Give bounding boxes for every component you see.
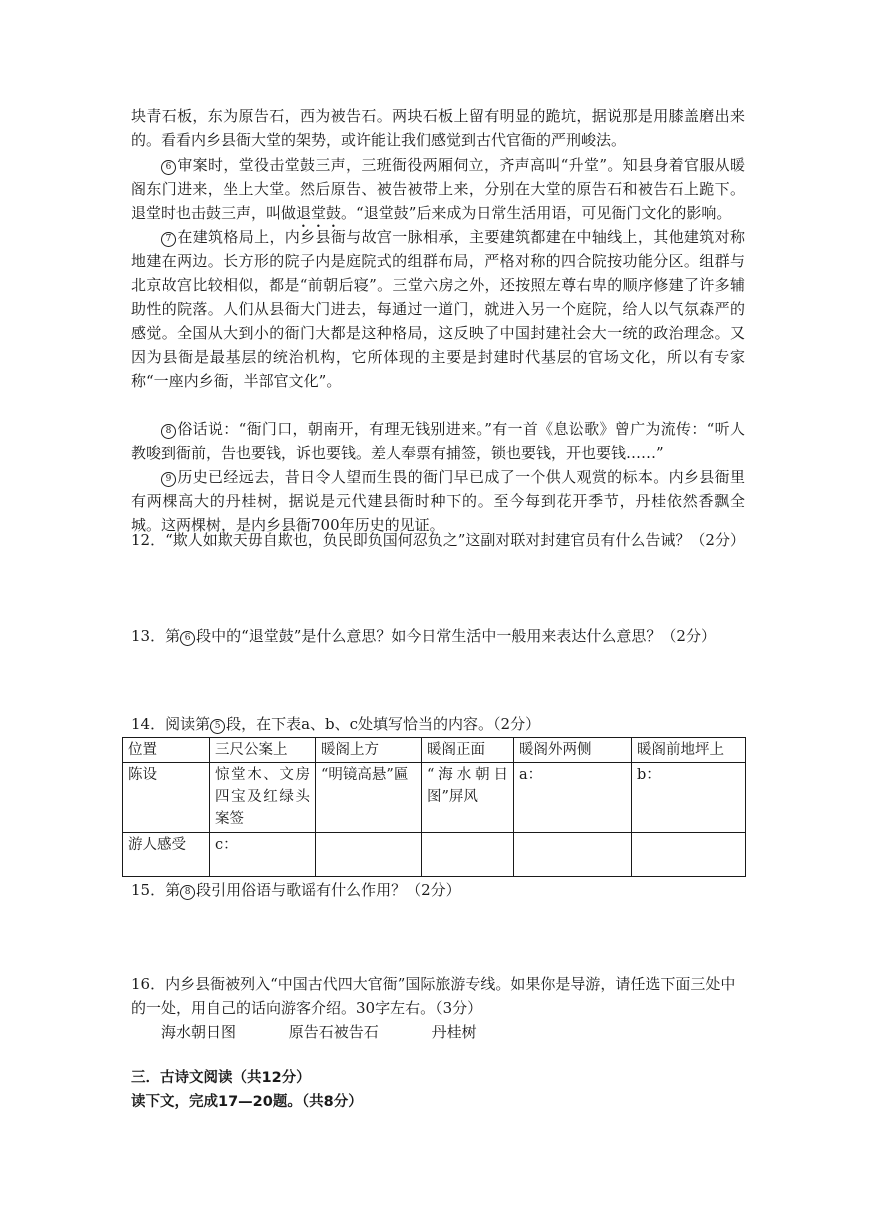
table-cell [514,833,632,877]
table-cell [422,833,514,877]
question-13: 13．第 6 段中的“退堂鼓”是什么意思？如今日常生活中一般用来表达什么意思？（2分） [131,627,716,645]
passage-paragraph-6: 6 审案时，堂役击堂鼓三声，三班衙役两厢伺立，齐声高叫“升堂”。知县身着官服从暖阁东门进来，坐上大堂。然后原告、被告被带上来，分别在大堂的原告石和被告石上跪下。退堂时也击鼓三声，叫做退堂鼓。“退堂鼓”后来成为日常生活用语，可见衙门文化的影响。 [131,156,745,222]
paragraph-number-badge: 9 [161,472,176,487]
option-item: 丹桂树 [431,1023,477,1041]
question-12: 12．“欺人如欺天毋自欺也，负民即负国何忍负之”这副对联对封建官员有什么告诫？（2分） [131,531,745,549]
table-header-cell: 三尺公案上 [210,738,316,763]
dotted-term: 退堂鼓 [296,204,342,222]
answer-cell-a[interactable]: a： [514,763,632,833]
question-15: 15．第 8 段引用俗语与歌谣有什么作用？（2分） [131,881,461,899]
paragraph-number-badge: 6 [180,631,195,646]
paragraph-number-badge: 7 [161,232,176,247]
paragraph-number-badge: 8 [180,885,195,900]
answer-table [122,737,746,877]
section-3-subtitle: 读下文，完成17—20题。（共8分） [131,1094,363,1110]
table-cell: 陈设 [123,763,210,833]
passage-paragraph-8: 8 俗话说：“衙门口，朝南开，有理无钱别进来。”有一首《息讼歌》曾广为流传：“听人教唆到衙前，告也要钱，诉也要钱。差人奉票有捕签，锁也要钱，开也要钱……” [131,420,745,462]
table-cell: “海水朝日图”屏风 [422,763,514,833]
answer-cell-c[interactable]: c： [210,833,316,877]
table-header-cell: 暖阁前地坪上 [632,738,746,763]
table-row [123,763,746,833]
paragraph-number-badge: 8 [161,424,176,439]
table-cell [632,833,746,877]
passage-paragraph-7: 7 在建筑格局上，内乡县衙与故宫一脉相承，主要建筑都建在中轴线上，其他建筑对称地建在两边。长方形的院子内是庭院式的组群布局，严格对称的四合院按功能分区。组群与北京故宫比较相似，都是“前朝后寝”。三堂六房之外，还按照左尊右卑的顺序修建了许多辅助性的院落。人们从县衙大门进去，每通过一道门，就进入另一个庭院，给人以气氛森严的感觉。全国从大到小的衙门大都是这种格局，这反映了中国封建社会大一统的政治理念。又因为县衙是最基层的统治机构，它所体现的主要是封建时代基层的官场文化，所以有专家称“一座内乡衙，半部官文化”。 [131,228,745,390]
option-item: 原告石被告石 [288,1023,379,1041]
table-cell: “明镜高悬”匾 [316,763,422,833]
section-3-title: 三．古诗文阅读（共12分） [131,1070,311,1086]
question-16-options [161,1020,525,1044]
table-cell [316,833,422,877]
question-16: 16．内乡县衙被列入“中国古代四大官衙”国际旅游专线。如果你是导游，请任选下面三处中的一处，用自己的话向游客介绍。30字左右。（3分） [131,975,736,1017]
question-14: 14．阅读第 5 段，在下表a、b、c处填写恰当的内容。（2分） [131,715,541,733]
table-header-cell: 暖阁上方 [316,738,422,763]
table-header-row [123,738,746,763]
table-header-cell: 位置 [123,738,210,763]
table-cell: 惊堂木、文房四宝及红绿头案签 [210,763,316,833]
passage-paragraph-5-tail: 块青石板，东为原告石，西为被告石。两块石板上留有明显的跪坑，据说那是用膝盖磨出来的。看看内乡县衙大堂的架势，或许能让我们感觉到古代官衙的严刑峻法。 [131,107,745,149]
table-cell: 游人感受 [123,833,210,877]
option-item: 海水朝日图 [161,1023,237,1041]
table-header-cell: 暖阁正面 [422,738,514,763]
paragraph-number-badge: 6 [161,160,176,175]
answer-cell-b[interactable]: b： [632,763,746,833]
table-header-cell: 暖阁外两侧 [514,738,632,763]
passage-paragraph-9: 9 历史已经远去，昔日令人望而生畏的衙门早已成了一个供人观赏的标本。内乡县衙里有两棵高大的丹桂树，据说是元代建县衙时种下的。至今每到花开季节，丹桂依然香飘全城。这两棵树，是内乡县衙700年历史的见证。 [131,468,745,534]
table-row [123,833,746,877]
paragraph-number-badge: 5 [210,719,225,734]
